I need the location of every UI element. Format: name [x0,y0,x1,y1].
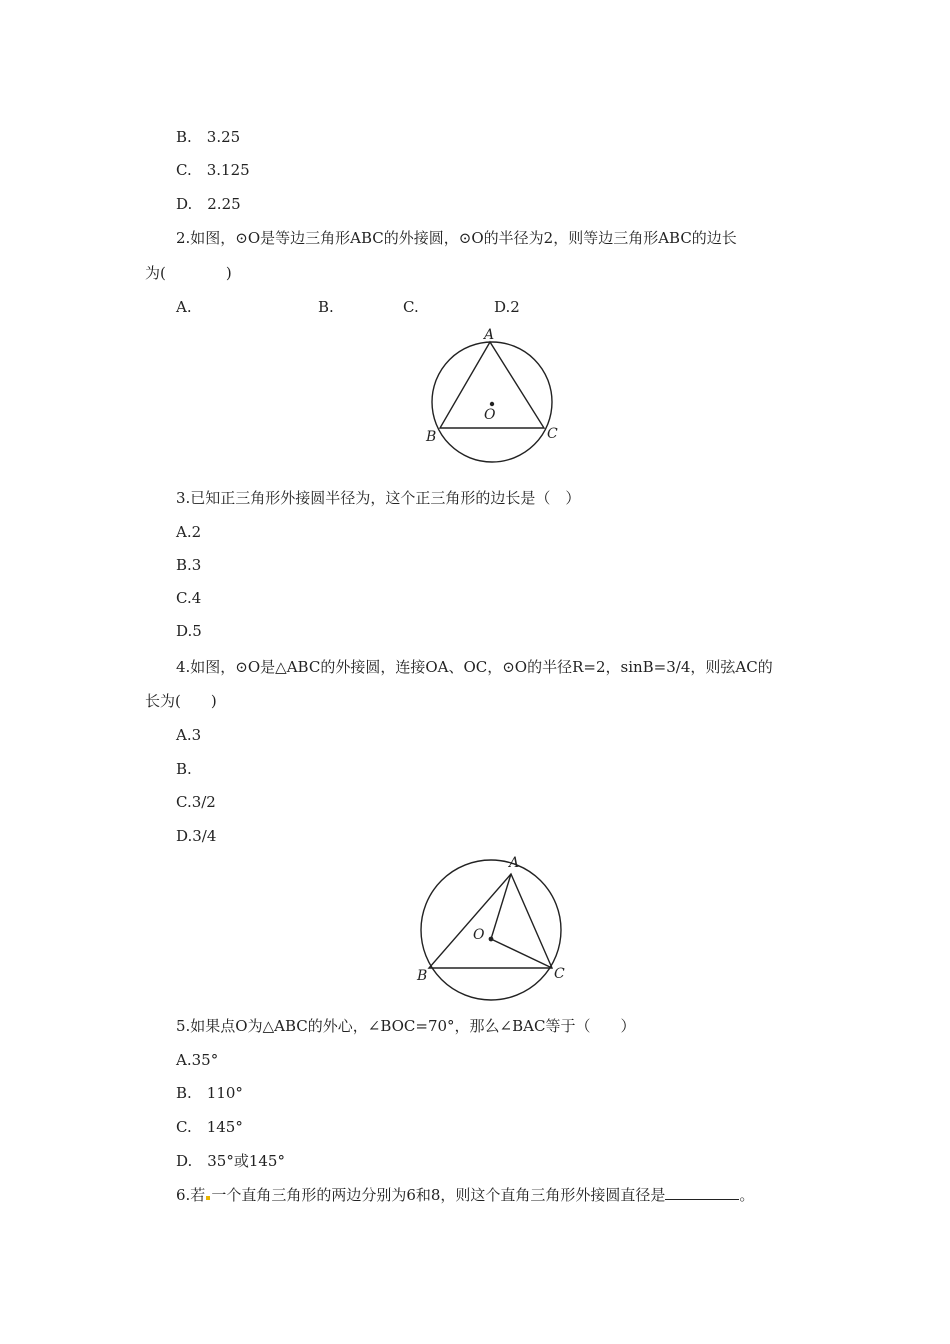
q4-label-c: C [554,966,565,982]
q2-option-d: D.2 [494,298,520,316]
q3-option-b: B.3 [176,556,202,574]
edit-mark [206,1196,210,1200]
q2-label-b: B [426,429,437,445]
q2-stem-line1: 2.如图，⊙O是等边三角形ABC的外接圆，⊙O的半径为2，则等边三角形ABC的边长 [176,229,737,247]
q4-circumcircle [421,860,561,1000]
q1-option-b: B. 3.25 [176,128,241,146]
q4-option-a: A.3 [176,726,202,744]
q3-option-a: A.2 [176,523,202,541]
q6-answer-blank[interactable] [665,1185,739,1200]
q4-label-a: A [509,855,520,871]
q2-label-o: O [484,407,496,423]
q6-stem [176,1185,754,1205]
q2-label-c: C [547,426,558,442]
q1-option-d: D. 2.25 [176,195,241,213]
q5-option-c: C. 145° [176,1118,243,1136]
q4-stem-line1: 4.如图，⊙O是△ABC的外接圆，连接OA、OC，⊙O的半径R=2，sinB=3/4，则弦AC的 [176,658,773,676]
q2-stem-line2: 为( ) [145,264,232,282]
q6-stem-suffix: 。 [739,1186,755,1204]
q6-stem-prefix: 6.若 [176,1186,206,1204]
q4-label-o: O [473,927,485,943]
q4-figure-circle-triangle [410,850,580,1008]
q5-option-b: B. 110° [176,1084,243,1102]
q4-option-b: B. [176,760,192,778]
q4-center-point [489,937,494,942]
q3-stem: 3.已知正三角形外接圆半径为，这个正三角形的边长是（ ） [176,489,581,507]
q5-option-d: D. 35°或145° [176,1152,285,1170]
q5-option-a: A.35° [176,1051,219,1069]
q1-option-c: C. 3.125 [176,161,250,179]
q2-option-c: C. [403,298,419,316]
q2-option-b: B. [318,298,334,316]
q3-option-d: D.5 [176,622,202,640]
q2-center-point [490,402,494,406]
q2-figure-circle-triangle [420,322,570,470]
q4-segment-oa [491,874,511,939]
q6-stem-body: 一个直角三角形的两边分别为6和8，则这个直角三角形外接圆直径是 [211,1186,666,1204]
q3-option-c: C.4 [176,589,202,607]
q4-stem-line2: 长为( ) [145,692,217,710]
q2-label-a: A [484,327,495,343]
q4-option-c: C.3/2 [176,793,216,811]
q4-option-d: D.3/4 [176,827,217,845]
q5-stem: 5.如果点O为△ABC的外心，∠BOC=70°，那么∠BAC等于（ ） [176,1017,636,1035]
q4-label-b: B [417,968,428,984]
q4-triangle-abc [429,874,552,968]
q4-segment-oc [491,939,552,968]
q2-option-a: A. [176,298,192,316]
